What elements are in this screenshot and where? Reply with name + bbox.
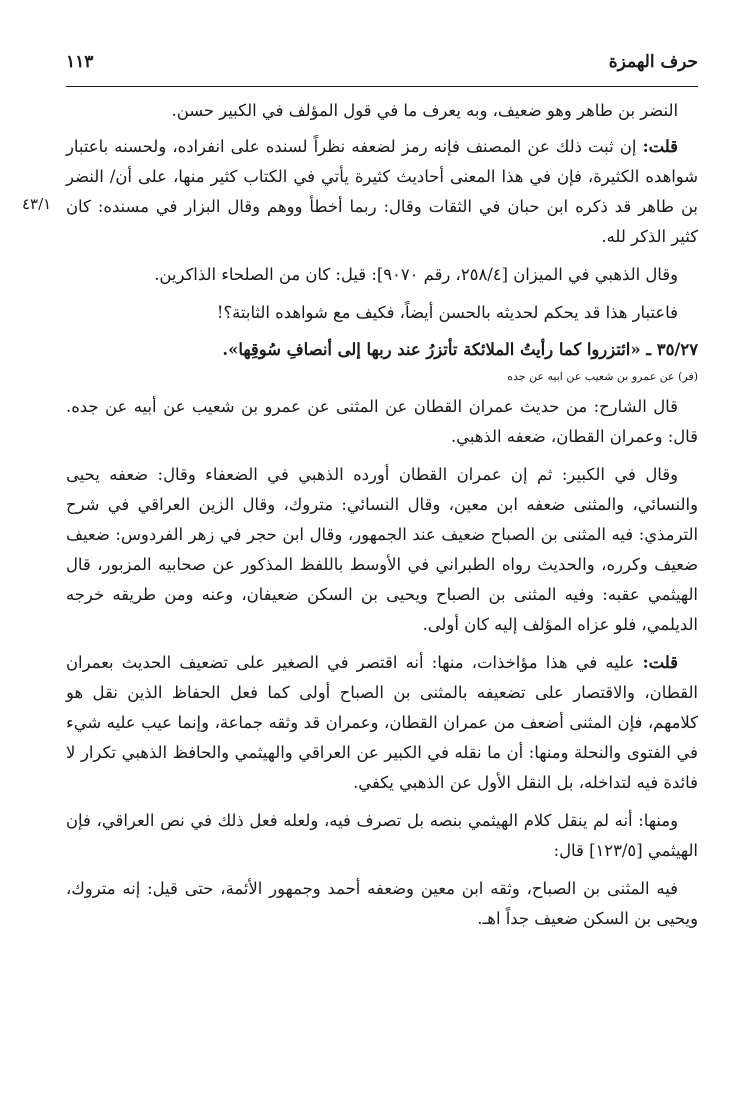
paragraph: النضر بن طاهر وهو ضعيف، وبه يعرف ما في قول المؤلف في الكبير حسن. [171, 101, 678, 120]
paragraph: فيه المثنى بن الصباح، وثقه ابن معين وضعفه أحمد وجمهور الأئمة، حتى قيل: إنه متروك، ويحيى بن السكن ضعيف جداً اهـ. [66, 879, 698, 928]
paragraph-text: عليه في هذا مؤاخذات، منها: أنه اقتصر في الصغير على تضعيف الحديث بعمران القطان، والاقتصار على تضعيفه بالمثنى بن الصباح أولى كما فعل الحفاظ الذين نقل هو كلامهم، فإن المثنى أضعف من عمران القطان، وعمران قد وثقه جماعة، وإنما عيب عليه شيء في الفتوى والنحلة ومنها: أن ما نقله في الكبير عن العراقي والهيثمي والحافظ الذهبي تكرار لا فائدة فيه لتداخله، بل النقل الأول عن الذهبي يكفي. [66, 653, 698, 792]
header-divider [66, 86, 698, 87]
paragraph: قال الشارح: من حديث عمران القطان عن المثنى عن عمرو بن شعيب عن أبيه عن جده. قال: وعمران القطان، ضعفه الذهبي. [66, 397, 698, 446]
paragraph [66, 648, 698, 798]
paragraph: وقال في الكبير: ثم إن عمران القطان أورده الذهبي في الضعفاء وقال: ضعفه يحيى والنسائي، والمثنى ضعفه ابن معين، وقال النسائي: متروك، وقال الزين العراقي في شرح الترمذي: فيه المثنى بن الصباح ضعيف عند الجمهور، وقال ابن حجر في زهر الفردوس: ضعيف ضعيف وكرره، والحديث رواه الطبراني في الأوسط باللفظ المذكور عن صحابيه المزبور، قال الهيثمي عقبه: وفيه المثنى بن الصباح ويحيى بن السكن ضعيفان، وعنه ومن طريقه خرجه الديلمي، فلو عزاه المؤلف إليه كان أولى. [66, 465, 698, 634]
paragraph-text: إن ثبت ذلك عن المصنف فإنه رمز لضعفه نظراً لسنده على انفراده، ولحسنه باعتبار شواهده الكثيرة، فإن في هذا المعنى أحاديث كثيرة يأتي في الكتاب كثير منها، على أن/ النضر بن طاهر قد ذكره ابن حبان في الثقات وقال: ربما أخطأ ووهم وقال البزار في مسنده: كان كثير الذكر لله. [66, 137, 698, 246]
paragraph: ومنها: أنه لم ينقل كلام الهيثمي بنصه بل تصرف فيه، ولعله فعل ذلك في نص العراقي، فإن الهيثمي [١٢٣/٥] قال: [66, 811, 698, 860]
page-number: ١١٣ [66, 52, 94, 72]
page-body [66, 96, 698, 942]
paragraph: وقال الذهبي في الميزان [٢٥٨/٤، رقم ٩٠٧٠]: قيل: كان من الصلحاء الذاكرين. [154, 265, 678, 284]
hadith-entry [66, 336, 698, 364]
chapter-title: حرف الهمزة [608, 52, 698, 72]
paragraph: فاعتبار هذا قد يحكم لحديثه بالحسن أيضاً، فكيف مع شواهده الثابتة؟! [216, 303, 678, 322]
qultu-label: قلت: [642, 137, 678, 156]
margin-reference: ٤٣/١ [22, 195, 52, 213]
hadith-source: (فر) عن عمرو بن شعيب عن ابيه عن جده [507, 370, 698, 383]
qultu-label: قلت: [642, 653, 678, 672]
running-header [66, 50, 698, 80]
hadith-number: ٣٥/٢٧ ـ [646, 340, 698, 359]
paragraph [66, 132, 698, 252]
hadith-text: «ائتزروا كما رأيتُ الملائكة تأتزرُ عند ربها إلى أنصافِ سُوقِها». [222, 340, 647, 359]
